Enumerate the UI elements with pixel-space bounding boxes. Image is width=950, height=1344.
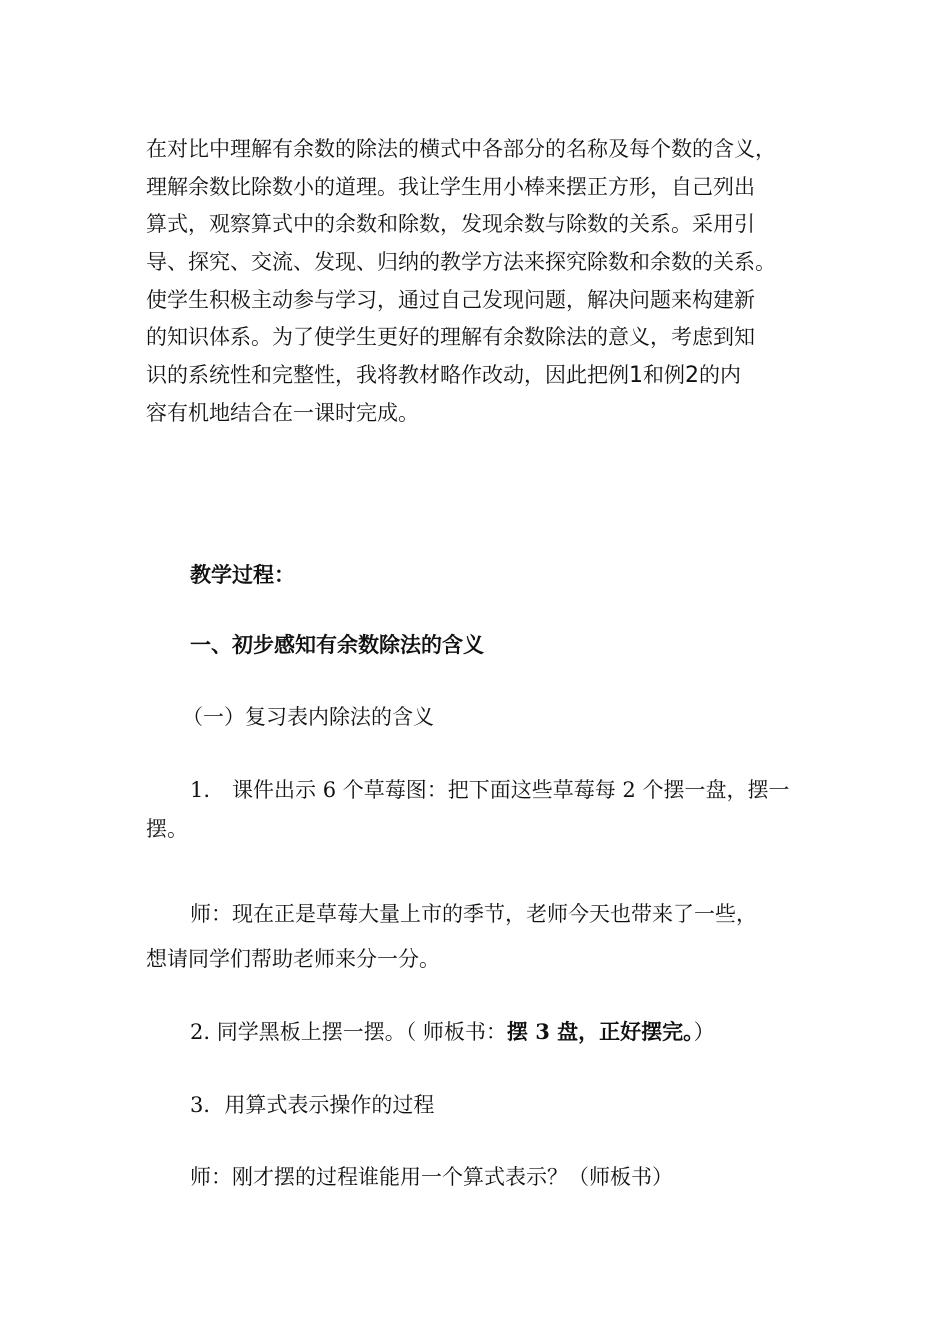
intro-line: 算式，观察算式中的余数和除数，发现余数与除数的关系。采用引	[146, 212, 755, 237]
intro-line: 导、探究、交流、发现、归纳的教学方法来探究除数和余数的关系。	[146, 250, 776, 275]
item-2-text: 2. 同学黑板上摆一摆。（ 师板书：	[190, 1020, 507, 1044]
intro-line: 理解余数比除数小的道理。我让学生用小棒来摆正方形，自己列出	[146, 174, 755, 199]
item-2-board-note: 摆 3 盘，正好摆完。	[506, 1019, 694, 1044]
heading-section-one: 一、初步感知有余数除法的含义	[190, 632, 484, 657]
intro-line: 容有机地结合在一课时完成。	[146, 400, 419, 425]
intro-line-7-part: 和例	[643, 363, 685, 388]
teacher-remark-1-line-1: 师：现在正是草莓大量上市的季节，老师今天也带来了一些，	[190, 902, 757, 926]
intro-line: 使学生积极主动参与学习，通过自己发现问题，解决问题来构建新	[146, 287, 755, 312]
example-number: 2	[685, 363, 699, 389]
item-2	[190, 1017, 715, 1047]
intro-line-7	[146, 357, 806, 395]
item-1-continuation: 摆。	[146, 817, 188, 841]
teacher-remark-2: 师：刚才摆的过程谁能用一个算式表示？（师板书）	[190, 1165, 673, 1189]
teacher-remark-1-line-2: 想请同学们帮助老师来分一分。	[146, 947, 440, 971]
intro-line: 的知识体系。为了使学生更好的理解有余数除法的意义，考虑到知	[146, 325, 755, 350]
item-2-end: ）	[693, 1020, 715, 1044]
intro-line-7-part: 识的系统性和完整性，我将教材略作改动，因此把例	[146, 363, 629, 388]
intro-line: 在对比中理解有余数的除法的横式中各部分的名称及每个数的含义，	[146, 137, 776, 161]
intro-line-7-part: 的内	[699, 363, 741, 388]
item-1-text: 课件出示 6 个草莓图：把下面这些草莓每 2 个摆一盘，摆一	[232, 778, 790, 802]
sub-heading-review: （一）复习表内除法的含义	[182, 705, 434, 729]
item-1	[190, 775, 789, 805]
item-1-number: 1.	[190, 778, 211, 802]
example-number: 1	[629, 363, 643, 389]
heading-teaching-process: 教学过程：	[190, 562, 295, 587]
intro-paragraph	[146, 131, 806, 433]
item-3: 3．用算式表示操作的过程	[190, 1093, 435, 1117]
